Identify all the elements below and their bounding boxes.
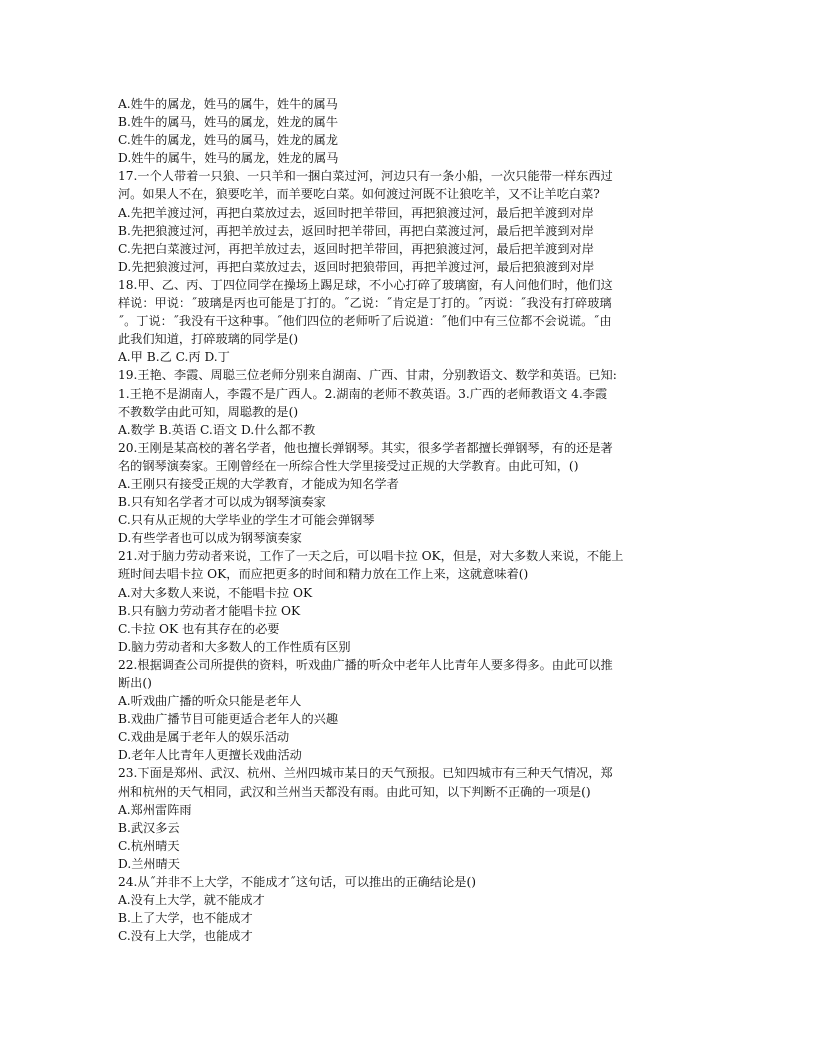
question-18-line: ˝。丁说：˝我没有干这种事。˝他们四位的老师听了后说道：˝他们中有三位都不会说谎。˝由	[118, 314, 612, 329]
question-22-line: 22.根据调查公司所提供的资料，听戏曲广播的听众中老年人比青年人要多得多。由此可以推	[118, 657, 613, 672]
option-a-line: A.郑州雷阵雨	[118, 802, 192, 817]
question-18-line: 18.甲、乙、丙、丁四位同学在操场上踢足球，不小心打碎了玻璃窗，有人问他们时，他们这	[118, 277, 613, 292]
question-18-line: 此我们知道，打碎玻璃的同学是()	[118, 332, 299, 347]
option-a-line: A.对大多数人来说，不能唱卡拉 OK	[118, 585, 313, 600]
option-a-line: A.听戏曲广播的听众只能是老年人	[118, 694, 302, 709]
question-21-line: 班时间去唱卡拉 OK，而应把更多的时间和精力放在工作上来，这就意味着()	[118, 567, 529, 582]
question-18-line: 样说：甲说：˝玻璃是丙也可能是丁打的。˝乙说：˝肯定是丁打的。˝丙说：˝我没有打碎玻璃	[118, 296, 612, 311]
question-19-line: 不教数学由此可知，周聪教的是()	[118, 404, 299, 419]
document-page	[118, 95, 696, 945]
option-a-line: A.先把羊渡过河，再把白菜放过去，返回时把羊带回，再把狼渡过河，最后把羊渡到对岸	[118, 205, 594, 220]
options-line: A.数学 B.英语 C.语文 D.什么都不教	[118, 422, 316, 437]
option-b-line: B.戏曲广播节目可能更适合老年人的兴趣	[118, 712, 339, 727]
option-d-line: D.先把狼渡过河，再把白菜放过去，返回时把狼带回，再把羊渡过河，最后把狼渡到对岸	[118, 259, 595, 274]
option-c-line: C.只有从正规的大学毕业的学生才可能会弹钢琴	[118, 513, 375, 528]
option-d-line: D.兰州晴天	[118, 856, 180, 871]
option-c-line: C.姓牛的属龙，姓马的属马，姓龙的属龙	[118, 133, 338, 148]
question-24-line: 24.从˝并非不上大学，不能成才˝这句话，可以推出的正确结论是()	[118, 875, 476, 890]
options-line: A.甲 B.乙 C.丙 D.丁	[118, 350, 230, 365]
option-b-line: B.上了大学，也不能成才	[118, 911, 253, 926]
option-c-line: C.没有上大学，也能成才	[118, 929, 253, 944]
option-d-line: D.姓牛的属牛，姓马的属龙，姓龙的属马	[118, 151, 339, 166]
question-23-line: 州和杭州的天气相同，武汉和兰州当天都没有雨。由此可知，以下判断不正确的一项是()	[118, 784, 591, 799]
option-b-line: B.姓牛的属马，姓马的属龙，姓龙的属牛	[118, 115, 339, 130]
option-d-line: D.有些学者也可以成为钢琴演奏家	[118, 531, 302, 546]
question-17-line: 河。如果人不在，狼要吃羊，而羊要吃白菜。如何渡过河既不让狼吃羊，又不让羊吃白菜?	[118, 187, 600, 202]
question-20-line: 20.王刚是某高校的著名学者，他也擅长弹钢琴。其实，很多学者都擅长弹钢琴，有的还是著	[118, 440, 613, 455]
option-c-line: C.卡拉 OK 也有其存在的必要	[118, 621, 280, 636]
option-c-line: C.杭州晴天	[118, 838, 180, 853]
option-c-line: C.先把白菜渡过河，再把羊放过去，返回时把羊带回，再把狼渡过河，最后把羊渡到对岸	[118, 241, 594, 256]
question-20-line: 名的钢琴演奏家。王刚曾经在一所综合性大学里接受过正规的大学教育。由此可知，()	[118, 458, 579, 473]
question-19-line: 19.王艳、李霞、周聪三位老师分别来自湖南、广西、甘肃，分别教语文、数学和英语。已知:	[118, 368, 617, 383]
option-d-line: D.老年人比青年人更擅长戏曲活动	[118, 748, 302, 763]
option-c-line: C.戏曲是属于老年人的娱乐活动	[118, 730, 290, 745]
question-17-line: 17.一个人带着一只狼、一只羊和一捆白菜过河，河边只有一条小船，一次只能带一样东西过	[118, 169, 613, 184]
question-19-line: 1.王艳不是湖南人，李霞不是广西人。2.湖南的老师不教英语。3.广西的老师教语文 4.李霞	[118, 386, 608, 401]
question-23-line: 23.下面是郑州、武汉、杭州、兰州四城市某日的天气预报。已知四城市有三种天气情况，郑	[118, 766, 613, 781]
option-a-line: A.没有上大学，就不能成才	[118, 893, 265, 908]
option-b-line: B.只有知名学者才可以成为钢琴演奏家	[118, 495, 326, 510]
option-b-line: B.先把狼渡过河，再把羊放过去，返回时把羊带回，再把白菜渡过河，最后把羊渡到对岸	[118, 223, 594, 238]
option-a-line: A.王刚只有接受正规的大学教育，才能成为知名学者	[118, 476, 399, 491]
question-22-line: 断出()	[118, 676, 152, 690]
question-21-line: 21.对于脑力劳动者来说，工作了一天之后，可以唱卡拉 OK，但是，对大多数人来说，不能上	[118, 549, 624, 564]
option-d-line: D.脑力劳动者和大多数人的工作性质有区别	[118, 639, 351, 654]
option-a-line: A.姓牛的属龙，姓马的属牛，姓牛的属马	[118, 97, 338, 111]
option-b-line: B.只有脑力劳动者才能唱卡拉 OK	[118, 603, 301, 618]
option-b-line: B.武汉多云	[118, 820, 180, 835]
